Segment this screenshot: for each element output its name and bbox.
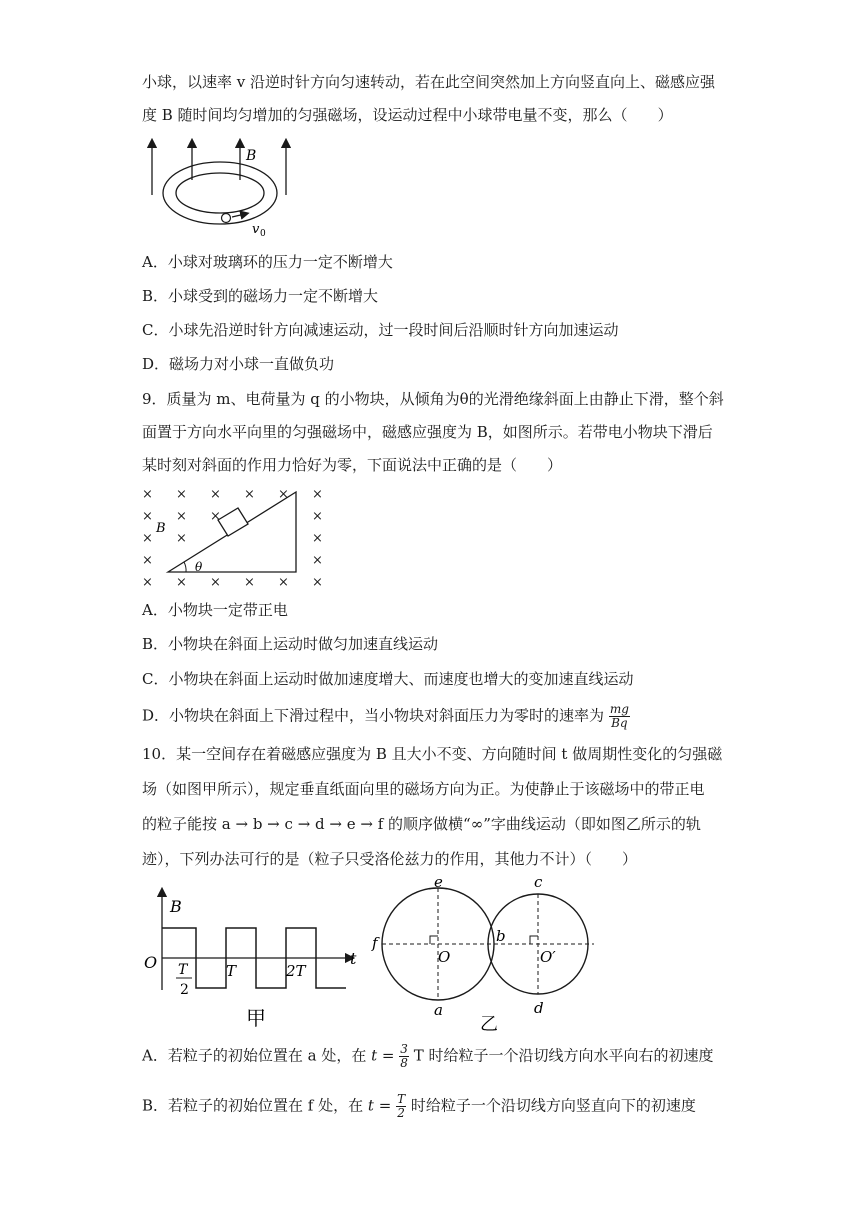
q8-label-B: B <box>246 148 257 164</box>
angle-arc <box>184 562 186 572</box>
q10-option-a-fraction <box>399 1043 409 1070</box>
q9-option-b: B．小物块在斜面上运动时做匀加速直线运动 <box>142 635 439 653</box>
q10-option-a-suffix: T 时给粒子一个沿切线方向水平向右的初速度 <box>413 1046 714 1065</box>
graph-axis-B: B <box>170 897 182 916</box>
field-cross: × <box>176 487 187 502</box>
caption-yi: 乙 <box>480 1014 498 1035</box>
q10-option-b-suffix: 时给粒子一个沿切线方向竖直向下的初速度 <box>410 1096 696 1115</box>
inner-ring <box>176 173 264 213</box>
field-cross: × <box>312 575 323 590</box>
field-cross: × <box>210 575 221 590</box>
label-c: c <box>534 875 543 891</box>
block <box>218 508 248 536</box>
q10-option-a-den: 8 <box>400 1056 408 1070</box>
field-cross: × <box>210 487 221 502</box>
q10-track-yi <box>370 875 600 1035</box>
q10-graph-jia <box>140 880 365 1030</box>
q9-option-d-fraction <box>609 703 630 730</box>
tick-half-den: 2 <box>180 982 189 998</box>
tick-2T: 2T <box>286 962 306 980</box>
field-cross: × <box>244 487 255 502</box>
label-b: b <box>496 927 506 945</box>
q8-option-a: A．小球对玻璃环的压力一定不断增大 <box>142 253 393 271</box>
q8-ring-figure <box>140 135 310 240</box>
q10-option-a-num: 3 <box>400 1042 408 1056</box>
field-cross: × <box>278 575 289 590</box>
q8-label-v-sub: 0 <box>260 229 266 239</box>
q8-stem-line-2: 度 B 随时间均匀增加的匀强磁场，设运动过程中小球带电量不变，那么（ ） <box>142 106 673 124</box>
q10-option-a <box>142 1043 713 1070</box>
caption-jia: 甲 <box>246 1006 266 1030</box>
q9-fraction-den: Bq <box>611 716 628 730</box>
outer-ring <box>163 162 277 224</box>
field-cross: × <box>142 575 153 590</box>
field-cross: × <box>176 509 187 524</box>
q9-label-B: B <box>156 521 166 536</box>
field-cross: × <box>312 509 323 524</box>
label-a: a <box>434 1001 443 1019</box>
field-cross: × <box>312 531 323 546</box>
label-O-prime: O′ <box>540 948 556 966</box>
q10-option-b-num: T <box>397 1092 406 1106</box>
q9-option-d-text: D．小物块在斜面上下滑过程中，当小物块对斜面压力为零时的速率为 <box>142 706 605 725</box>
field-cross: × <box>210 509 221 524</box>
q9-option-a: A．小物块一定带正电 <box>142 601 288 619</box>
graph-axis-t: t <box>350 949 357 968</box>
graph-origin: O <box>144 953 158 972</box>
q10-option-b-fraction <box>396 1093 406 1120</box>
q10-stem-line-1: 10．某一空间存在着磁感应强度为 B 且大小不变、方向随时间 t 做周期性变化的匀强磁 <box>142 745 723 763</box>
q10-option-a-t: t = <box>371 1046 395 1065</box>
q9-stem-line-1: 9．质量为 m、电荷量为 q 的小物块，从倾角为θ的光滑绝缘斜面上由静止下滑，整个斜 <box>142 390 724 408</box>
q10-option-b <box>142 1093 696 1120</box>
field-cross: × <box>142 553 153 568</box>
label-d: d <box>534 999 544 1017</box>
velocity-arrow <box>232 214 245 217</box>
q9-stem-line-3: 某时刻对斜面的作用力恰好为零，下面说法中正确的是（ ） <box>142 456 563 474</box>
q10-option-a-prefix: A．若粒子的初始位置在 a 处，在 <box>142 1046 367 1065</box>
field-cross: × <box>176 575 187 590</box>
q10-option-b-prefix: B．若粒子的初始位置在 f 处，在 <box>142 1096 364 1115</box>
tick-half-num: T <box>178 962 188 978</box>
field-cross: × <box>142 487 153 502</box>
q10-stem-line-2: 场（如图甲所示），规定垂直纸面向里的磁场方向为正。为使静止于该磁场中的带正电 <box>142 780 705 798</box>
q8-option-d: D．磁场力对小球一直做负功 <box>142 355 335 373</box>
q9-stem-line-2: 面置于方向水平向里的匀强磁场中，磁感应强度为 B，如图所示。若带电小物块下滑后 <box>142 423 713 441</box>
tick-T: T <box>226 962 237 980</box>
field-cross: × <box>244 575 255 590</box>
label-O: O <box>438 948 451 966</box>
field-cross: × <box>142 531 153 546</box>
q9-label-theta: θ <box>195 560 203 574</box>
q9-option-c: C．小物块在斜面上运动时做加速度增大、而速度也增大的变加速直线运动 <box>142 670 634 688</box>
ball <box>222 214 231 223</box>
q9-fraction-num: mg <box>609 702 629 716</box>
field-cross: × <box>312 553 323 568</box>
label-f: f <box>372 934 378 952</box>
field-cross: × <box>312 487 323 502</box>
q10-stem-line-3: 的粒子能按 a → b → c → d → e → f 的顺序做横“∞”字曲线运动（即如图乙所示的轨 <box>142 815 701 833</box>
q8-option-c: C．小球先沿逆时针方向减速运动，过一段时间后沿顺时针方向加速运动 <box>142 321 619 339</box>
q10-option-b-t: t = <box>367 1096 392 1115</box>
q10-option-b-den: 2 <box>397 1106 405 1120</box>
field-cross: × <box>278 487 289 502</box>
q8-option-b: B．小球受到的磁场力一定不断增大 <box>142 287 379 305</box>
q8-stem-line-1: 小球，以速率 v 沿逆时针方向匀速转动，若在此空间突然加上方向竖直向上、磁感应强 <box>142 73 716 91</box>
field-cross: × <box>176 531 187 546</box>
q10-stem-line-4: 迹），下列办法可行的是（粒子只受洛伦兹力的作用，其他力不计）（ ） <box>142 850 638 868</box>
q9-incline-figure <box>138 482 328 592</box>
q8-label-v: v <box>252 222 260 237</box>
field-cross: × <box>142 509 153 524</box>
label-e: e <box>434 875 443 891</box>
q9-option-d <box>142 703 630 730</box>
